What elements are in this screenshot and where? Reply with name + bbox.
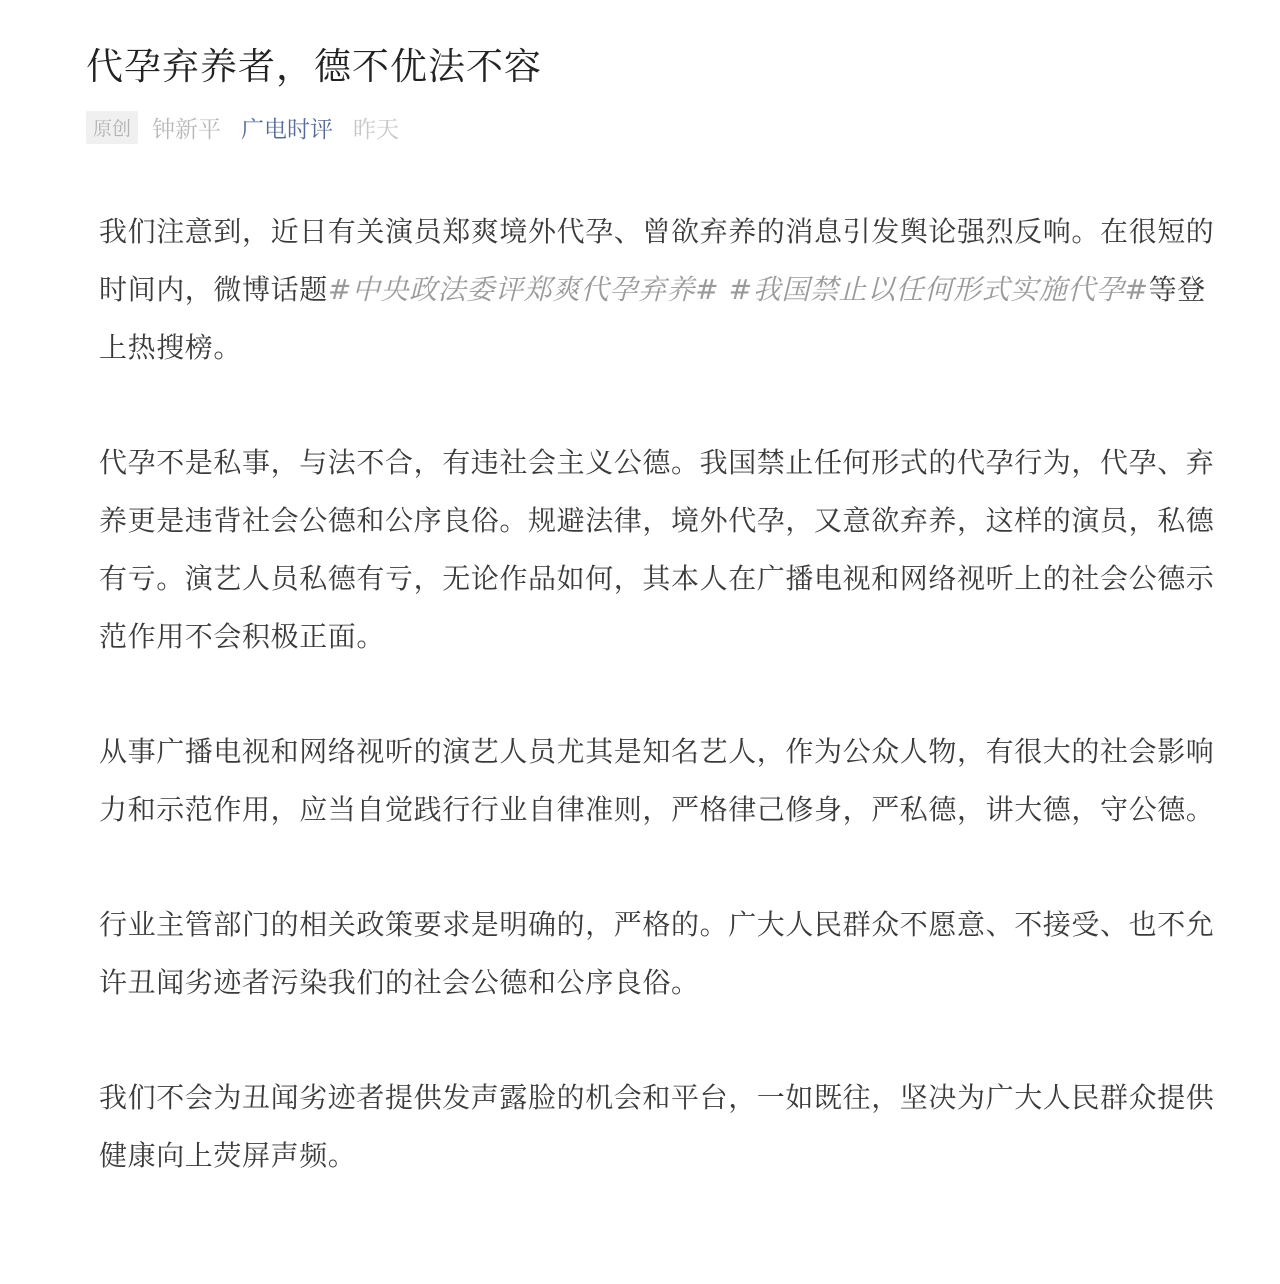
article-body	[99, 203, 1227, 1185]
publish-time: 昨天	[353, 116, 400, 143]
paragraph-3: 从事广播电视和网络视听的演艺人员尤其是知名艺人，作为公众人物，有很大的社会影响力和示范作用，应当自觉践行行业自律准则，严格律己修身，严私德，讲大德，守公德。	[99, 735, 1215, 826]
hashtag-link[interactable]: #中央政法委评郑爽代孕弃养#	[327, 273, 720, 306]
paragraph-5: 我们不会为丑闻劣迹者提供发声露脸的机会和平台，一如既往，坚决为广大人民群众提供健康向上荧屏声频。	[99, 1081, 1215, 1172]
article-meta	[86, 110, 399, 144]
paragraph-2: 代孕不是私事，与法不合，有违社会主义公德。我国禁止任何形式的代孕行为，代孕、弃养更是违背社会公德和公序良俗。规避法律，境外代孕，又意欲弃养，这样的演员，私德有亏。演艺人员私德有亏，无论作品如何，其本人在广播电视和网络视听上的社会公德示范作用不会积极正面。	[99, 446, 1215, 653]
account-link[interactable]: 广电时评	[241, 116, 334, 143]
hashtag-link[interactable]: #我国禁止以任何形式实施代孕#	[728, 273, 1149, 306]
paragraph-1	[99, 203, 1227, 377]
paragraph-1-text-end: 等登上热搜榜。	[99, 273, 1206, 364]
article-title: 代孕弃养者，德不优法不容	[86, 45, 542, 88]
paragraph-1-text-start: 我们注意到，近日有关演员郑爽境外代孕、曾欲弃养的消息引发舆论强烈反响。在很短的时间内，微博话题	[99, 215, 1215, 306]
original-badge: 原创	[86, 111, 138, 144]
paragraph-4: 行业主管部门的相关政策要求是明确的，严格的。广大人民群众不愿意、不接受、也不允许丑闻劣迹者污染我们的社会公德和公序良俗。	[99, 908, 1215, 999]
author-name: 钟新平	[152, 116, 222, 143]
hashtag-separator	[719, 273, 729, 306]
